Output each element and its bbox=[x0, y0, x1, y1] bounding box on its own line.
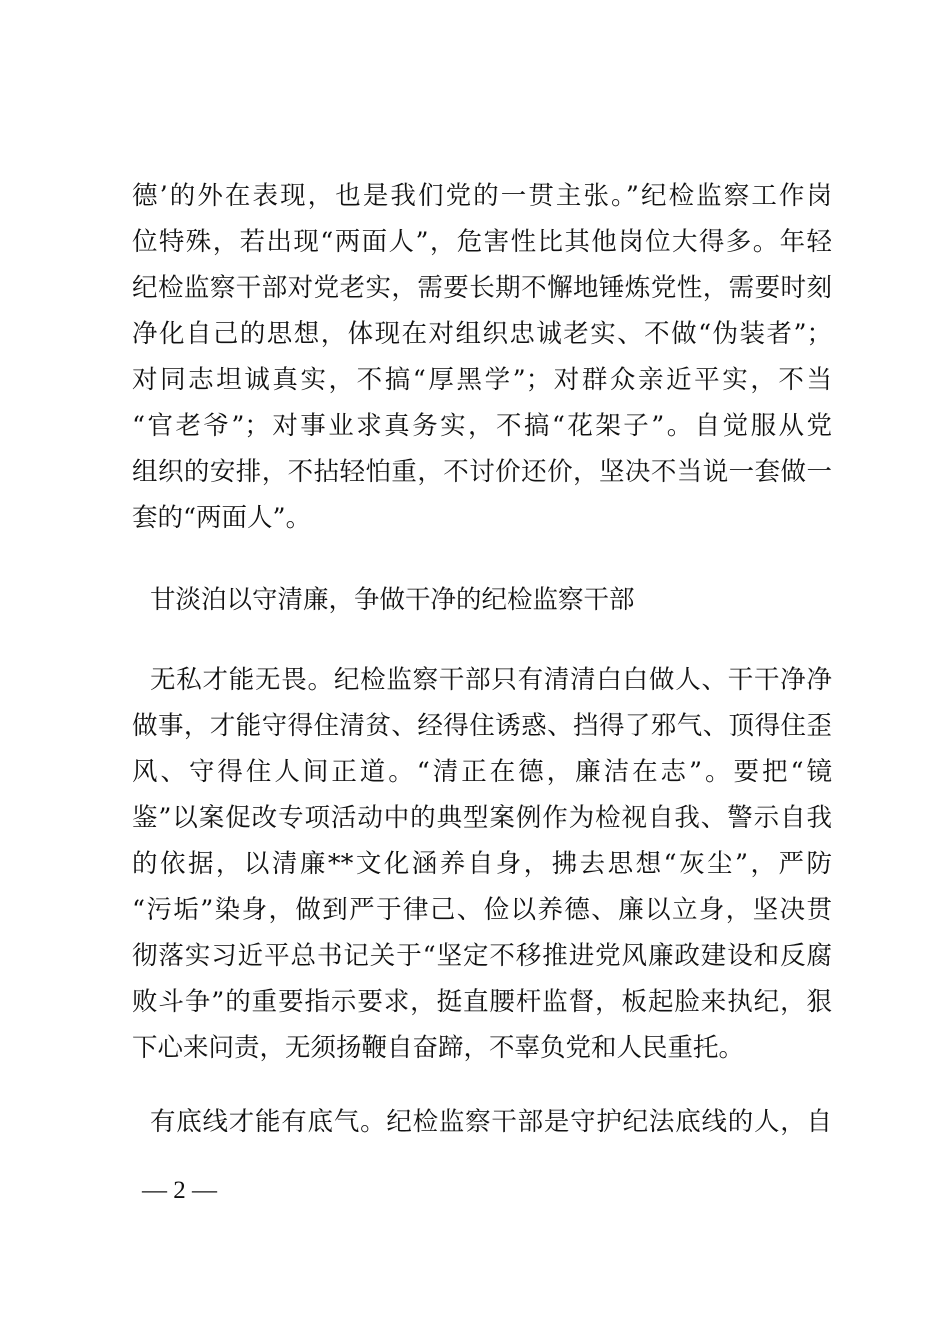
paragraph-1-line-5: 对同志坦诚真实，不搞“厚黑学”；对群众亲近平实，不当 bbox=[132, 365, 832, 395]
paragraph-1-line-8: 套的“两面人”。 bbox=[132, 503, 312, 533]
paragraph-1-line-4: 净化自己的思想，体现在对组织忠诚老实、不做“伪装者”； bbox=[132, 319, 832, 349]
paragraph-2-line-6: “污垢”染身，做到严于律己、俭以养德、廉以立身，坚决贯 bbox=[132, 895, 832, 925]
paragraph-3-line-1: 有底线才能有底气。纪检监察干部是守护纪法底线的人，自 bbox=[150, 1107, 832, 1137]
paragraph-1-line-6: “官老爷”；对事业求真务实，不搞“花架子”。自觉服从党 bbox=[132, 411, 832, 441]
paragraph-1-line-2: 位特殊，若出现“两面人”，危害性比其他岗位大得多。年轻 bbox=[132, 227, 832, 257]
paragraph-2-line-3: 风、守得住人间正道。“清正在德，廉洁在志”。要把“镜 bbox=[132, 757, 832, 787]
paragraph-2-line-7: 彻落实习近平总书记关于“坚定不移推进党风廉政建设和反腐 bbox=[132, 941, 832, 971]
paragraph-1-line-3: 纪检监察干部对党老实，需要长期不懈地锤炼党性，需要时刻 bbox=[132, 273, 832, 303]
paragraph-2-line-8: 败斗争”的重要指示要求，挺直腰杆监督，板起脸来执纪，狠 bbox=[132, 987, 832, 1017]
page-number: — 2 — bbox=[142, 1177, 217, 1204]
section-heading: 甘淡泊以守清廉，争做干净的纪检监察干部 bbox=[150, 585, 635, 615]
paragraph-2-line-2: 做事，才能守得住清贫、经得住诱惑、挡得了邪气、顶得住歪 bbox=[132, 711, 832, 741]
paragraph-1-line-1: 德’的外在表现，也是我们党的一贯主张。”纪检监察工作岗 bbox=[132, 181, 832, 211]
paragraph-2-line-4: 鉴”以案促改专项活动中的典型案例作为检视自我、警示自我 bbox=[132, 803, 832, 833]
paragraph-2-line-5: 的依据，以清廉**文化涵养自身，拂去思想“灰尘”，严防 bbox=[132, 849, 832, 879]
paragraph-1-line-7: 组织的安排，不拈轻怕重，不讨价还价，坚决不当说一套做一 bbox=[132, 457, 832, 487]
paragraph-2-line-1: 无私才能无畏。纪检监察干部只有清清白白做人、干干净净 bbox=[150, 665, 832, 695]
paragraph-2-line-9: 下心来问责，无须扬鞭自奋蹄，不辜负党和人民重托。 bbox=[132, 1033, 745, 1063]
